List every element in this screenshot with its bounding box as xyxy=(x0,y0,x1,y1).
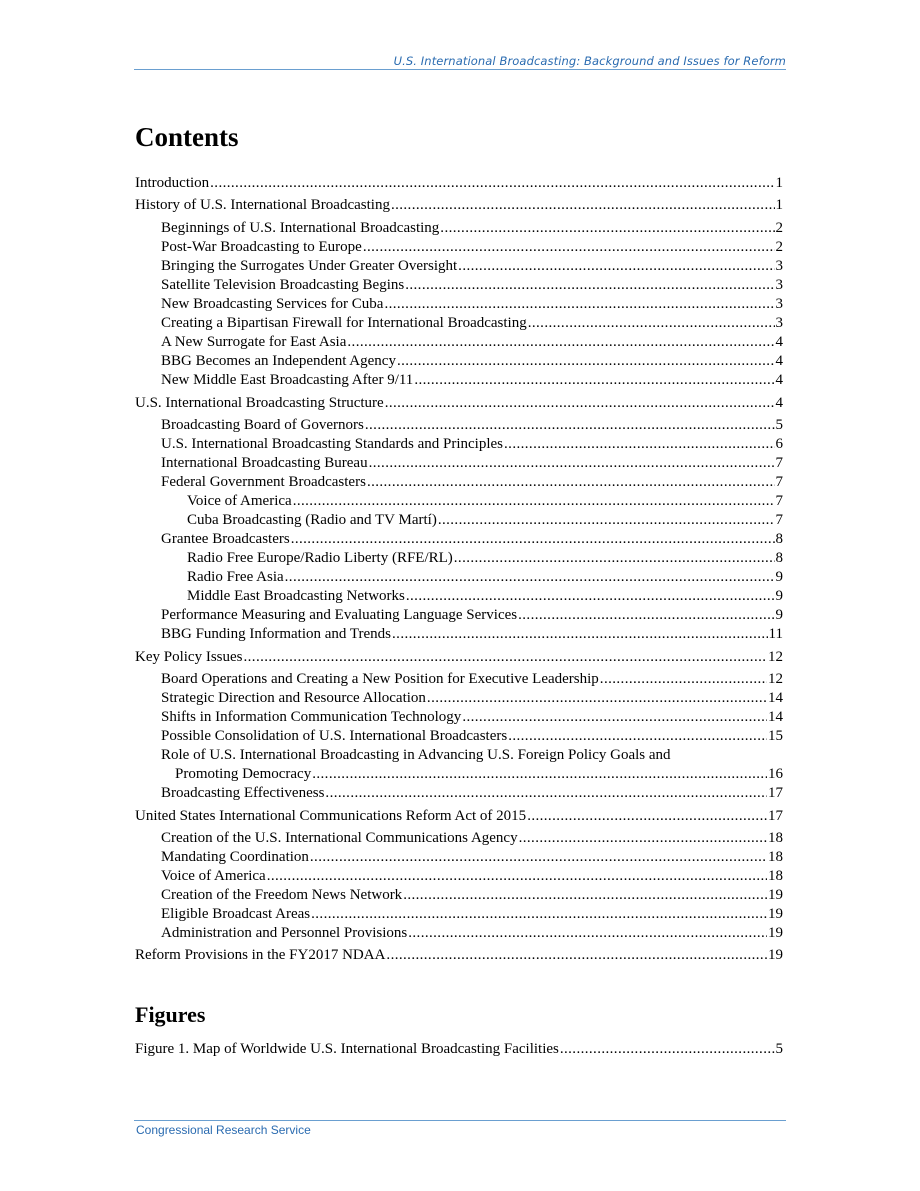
toc-entry[interactable]: Bringing the Surrogates Under Greater Oversight ..... 3 xyxy=(161,258,783,277)
toc-entry[interactable]: Radio Free Europe/Radio Liberty (RFE/RL) ..... 8 xyxy=(187,550,783,569)
toc-entry[interactable]: U.S. International Broadcasting Standards and Principles ..... 6 xyxy=(161,436,783,455)
toc-entry[interactable]: International Broadcasting Bureau ..... 7 xyxy=(161,455,783,474)
toc-entry[interactable]: Radio Free Asia ..... 9 xyxy=(187,569,783,588)
footer-text: Congressional Research Service xyxy=(136,1123,311,1137)
footer-rule xyxy=(134,1120,786,1121)
running-header: U.S. International Broadcasting: Background and Issues for Reform xyxy=(393,54,786,68)
toc-entry[interactable]: BBG Funding Information and Trends ..... 11 xyxy=(161,626,783,645)
toc-entry[interactable]: Mandating Coordination ..... 18 xyxy=(161,849,783,868)
toc-entry[interactable]: United States International Communications Reform Act of 2015 ..... 17 xyxy=(135,808,783,827)
toc-entry[interactable]: New Broadcasting Services for Cuba ..... 3 xyxy=(161,296,783,315)
toc-entry[interactable]: Broadcasting Board of Governors ..... 5 xyxy=(161,417,783,436)
toc-entry[interactable]: Strategic Direction and Resource Allocation ..... 14 xyxy=(161,690,783,709)
toc-entry[interactable]: Key Policy Issues ..... 12 xyxy=(135,649,783,668)
toc-entry[interactable]: Possible Consolidation of U.S. International Broadcasters ..... 15 xyxy=(161,728,783,747)
toc-entry[interactable]: New Middle East Broadcasting After 9/11 ..... 4 xyxy=(161,372,783,391)
contents-heading: Contents xyxy=(135,122,239,152)
toc-entry[interactable]: Voice of America ..... 7 xyxy=(187,493,783,512)
toc-entry-wrapped-line[interactable]: Role of U.S. International Broadcasting in Advancing U.S. Foreign Policy Goals and xyxy=(161,747,671,763)
toc-entry[interactable]: Shifts in Information Communication Technology ..... 14 xyxy=(161,709,783,728)
toc-entry[interactable]: Post-War Broadcasting to Europe ..... 2 xyxy=(161,239,783,258)
toc-entry[interactable]: Creation of the U.S. International Communications Agency ..... 18 xyxy=(161,830,783,849)
toc-entry[interactable]: Performance Measuring and Evaluating Language Services ..... 9 xyxy=(161,607,783,626)
toc-entry[interactable]: Board Operations and Creating a New Position for Executive Leadership ..... 12 xyxy=(161,671,783,690)
toc-entry[interactable]: Introduction ..... 1 xyxy=(135,175,783,194)
toc-entry[interactable]: History of U.S. International Broadcasting ..... 1 xyxy=(135,197,783,216)
toc-entry[interactable]: Middle East Broadcasting Networks ..... 9 xyxy=(187,588,783,607)
toc-entry[interactable]: Broadcasting Effectiveness ..... 17 xyxy=(161,785,783,804)
toc-entry[interactable]: A New Surrogate for East Asia ..... 4 xyxy=(161,334,783,353)
toc-entry[interactable]: BBG Becomes an Independent Agency ..... 4 xyxy=(161,353,783,372)
toc-entry[interactable]: Cuba Broadcasting (Radio and TV Martí) ..... 7 xyxy=(187,512,783,531)
toc-entry[interactable]: Promoting Democracy ..... 16 xyxy=(175,766,783,785)
toc-entry[interactable]: Creation of the Freedom News Network ..... 19 xyxy=(161,887,783,906)
figures-heading: Figures xyxy=(135,1002,206,1027)
header-rule xyxy=(134,69,786,70)
toc-entry[interactable]: Federal Government Broadcasters ..... 7 xyxy=(161,474,783,493)
toc-entry[interactable]: Beginnings of U.S. International Broadcasting ..... 2 xyxy=(161,220,783,239)
toc-entry[interactable]: Reform Provisions in the FY2017 NDAA ..... 19 xyxy=(135,947,783,966)
toc-entry[interactable]: Creating a Bipartisan Firewall for International Broadcasting ..... 3 xyxy=(161,315,783,334)
toc-entry[interactable]: Grantee Broadcasters ..... 8 xyxy=(161,531,783,550)
toc-entry[interactable]: Administration and Personnel Provisions ..... 19 xyxy=(161,925,783,944)
toc-entry[interactable]: Eligible Broadcast Areas ..... 19 xyxy=(161,906,783,925)
toc-entry[interactable]: U.S. International Broadcasting Structure ..... 4 xyxy=(135,395,783,414)
toc-entry[interactable]: Voice of America ..... 18 xyxy=(161,868,783,887)
figure-entry[interactable]: Figure 1. Map of Worldwide U.S. International Broadcasting Facilities ..... 5 xyxy=(135,1041,783,1060)
toc-entry[interactable]: Satellite Television Broadcasting Begins ..... 3 xyxy=(161,277,783,296)
